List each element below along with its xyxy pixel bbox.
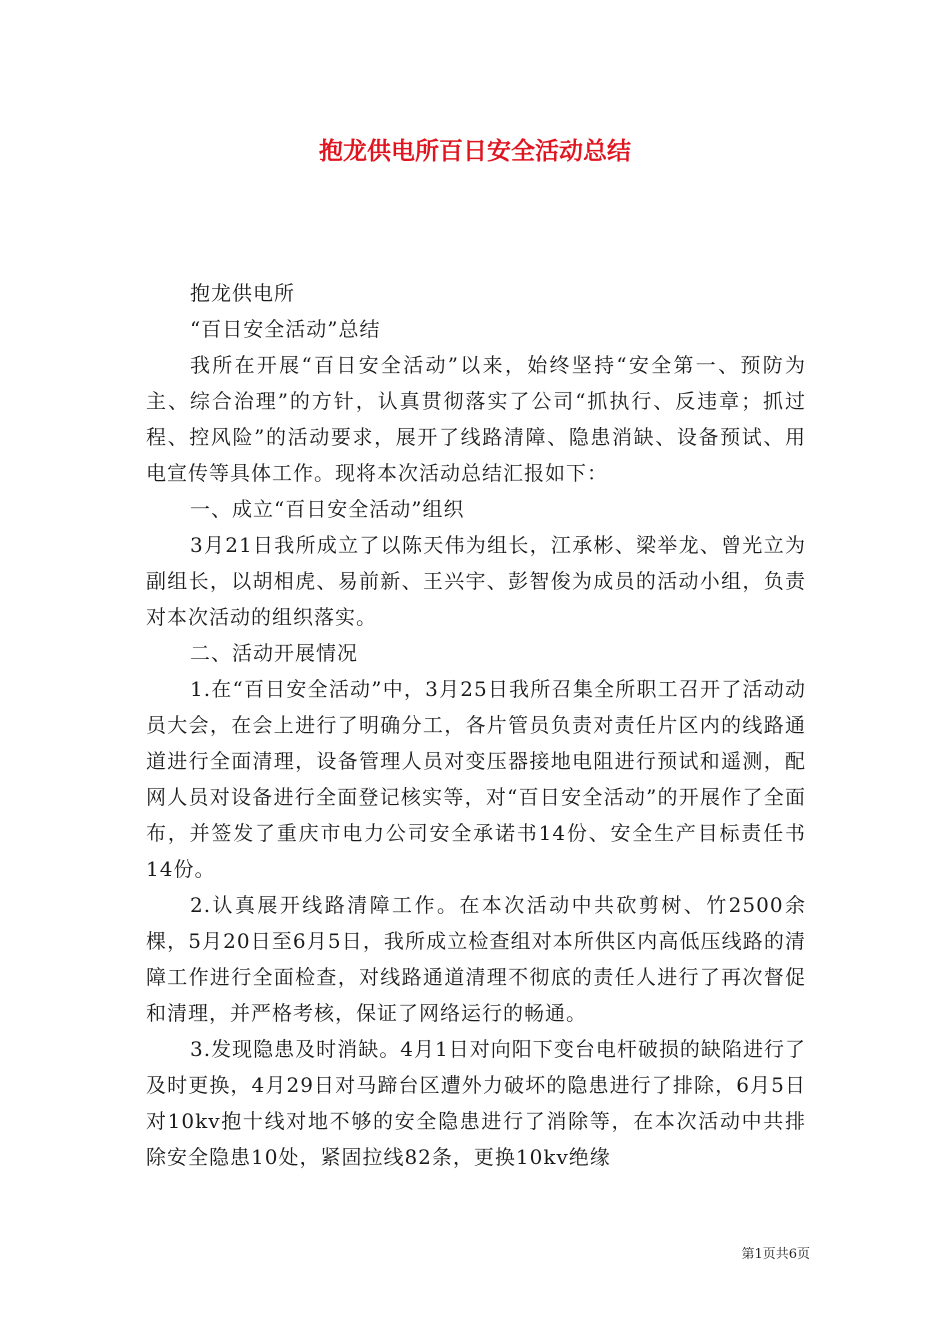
document-title: 抱龙供电所百日安全活动总结 <box>319 136 631 165</box>
document-body <box>146 275 806 1175</box>
paragraph-item-2: 2.认真展开线路清障工作。在本次活动中共砍剪树、竹2500余棵，5月20日至6月5日，我所成立检查组对本所供区内高低压线路的清障工作进行全面检查，对线路通道清理不彻底的责任人进行了再次督促和清理，并严格考核，保证了网络运行的畅通。 <box>146 893 806 1025</box>
section-heading-1: 一、成立“百日安全活动”组织 <box>190 497 465 521</box>
page-number: 第1页共6页 <box>741 1247 810 1262</box>
paragraph-intro: 我所在开展“百日安全活动”以来，始终坚持“安全第一、预防为主、综合治理”的方针，认真贯彻落实了公司“抓执行、反违章；抓过程、控风险”的活动要求，展开了线路清障、隐患消缺、设备预试、用电宣传等具体工作。现将本次活动总结汇报如下： <box>146 353 806 485</box>
paragraph-item-3: 3.发现隐患及时消缺。4月1日对向阳下变台电杆破损的缺陷进行了及时更换，4月29日对马蹄台区遭外力破坏的隐患进行了排除，6月5日对10kv抱十线对地不够的安全隐患进行了消除等，在本次活动中共排除安全隐患10处，紧固拉线82条，更换10kv绝缘 <box>146 1037 806 1169</box>
paragraph-organization: 3月21日我所成立了以陈天伟为组长，江承彬、梁举龙、曾光立为副组长，以胡相虎、易前新、王兴宇、彭智俊为成员的活动小组，负责对本次活动的组织落实。 <box>146 533 806 629</box>
paragraph-item-1: 1.在“百日安全活动”中，3月25日我所召集全所职工召开了活动动员大会，在会上进行了明确分工，各片管员负责对责任片区内的线路通道进行全面清理，设备管理人员对变压器接地电阻进行预试和遥测，配网人员对设备进行全面登记核实等，对“百日安全活动”的开展作了全面布，并签发了重庆市电力公司安全承诺书14份、安全生产目标责任书14份。 <box>146 677 806 881</box>
paragraph-subtitle: “百日安全活动”总结 <box>190 317 381 341</box>
section-heading-2: 二、活动开展情况 <box>190 641 358 665</box>
paragraph-org-name: 抱龙供电所 <box>190 281 295 305</box>
